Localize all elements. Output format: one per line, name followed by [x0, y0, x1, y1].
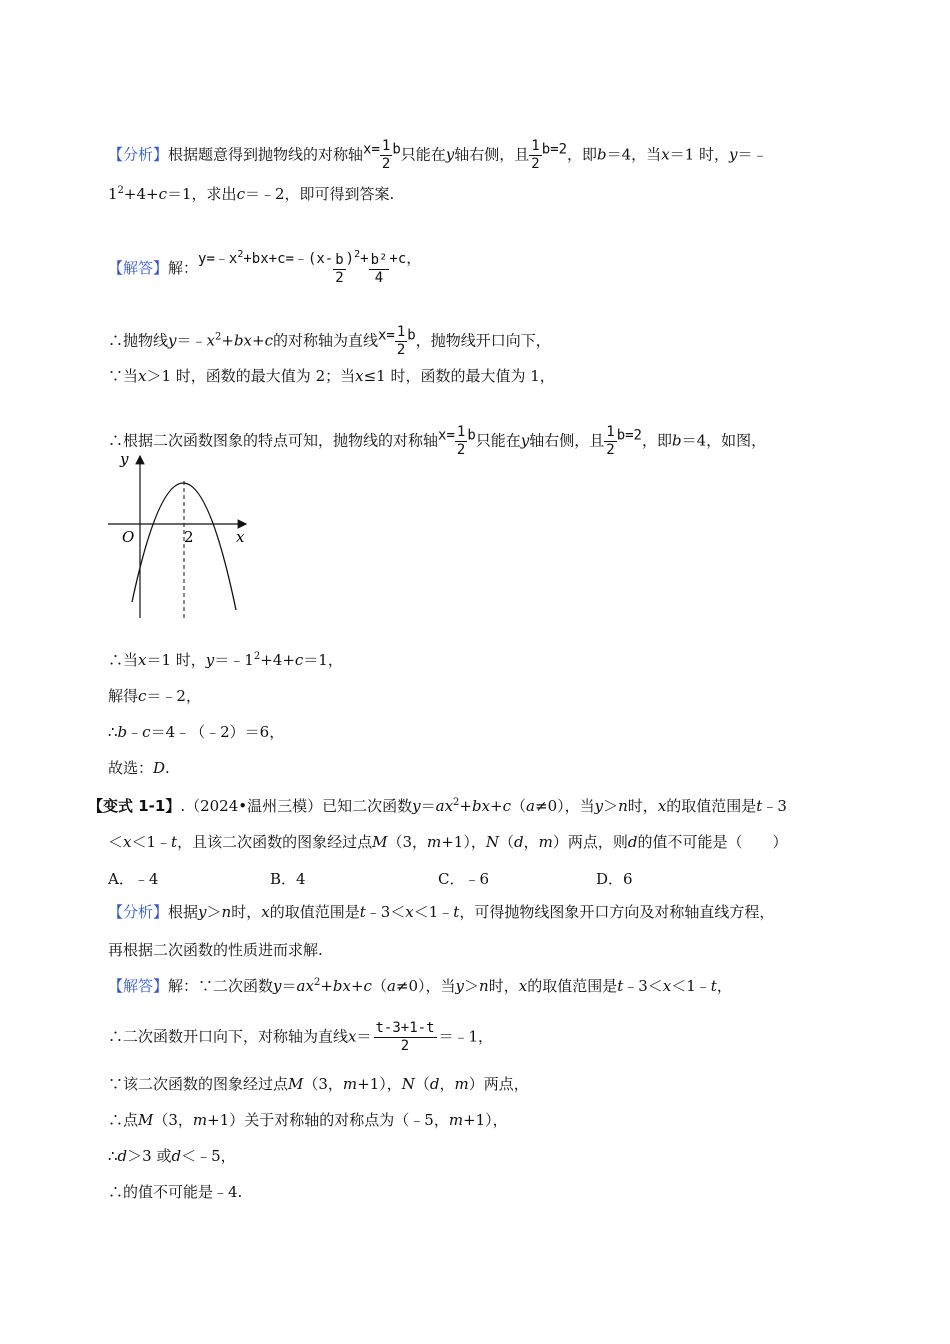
origin-label: O	[122, 528, 135, 546]
solution-tag: 【解答】	[108, 259, 169, 277]
fraction: $\frac{b}{2}$	[335, 251, 344, 286]
fraction: $\frac{1}{2}$	[456, 424, 466, 458]
line-7: 解得c＝﹣2，	[108, 687, 201, 705]
fraction: $\frac{\text{b²}}{4}$	[370, 251, 388, 286]
solution2-line-1: 【解答】解：∵二次函数$y=ax^2+bx+c(a\ne 0)$，当y＞n时，x的取值范围是t﹣3＜x＜1﹣t，	[108, 977, 732, 995]
analysis-line-1: 【分析】根据题意得到抛物线的对称轴x= $\frac{1}{2}$ b只能在y轴右侧，且 $\frac{1}{2}$ b=2，即b＝4，当x＝1 时，y＝﹣	[108, 138, 768, 172]
y-axis-label: y	[120, 452, 129, 468]
line-9: 故选：D.	[108, 759, 170, 777]
question-line-1: 【变式 1-1】.（2024•温州三模）已知二次函数$y=ax^2+bx+c(a\ne 0)$，当y＞n时，x的取值范围是t﹣3	[88, 797, 787, 815]
option-c[interactable]: C．﹣6	[438, 870, 490, 888]
fraction: $\frac{1}{2}$	[381, 138, 391, 172]
solution2-line-3: ∵该二次函数的图象经过点M（3，m+1），N（d，m）两点，	[108, 1075, 529, 1093]
solution2-line-4: ∴点M（3，m+1）关于对称轴的对称点为（﹣5，m+1），	[108, 1111, 508, 1129]
fraction: $\frac{t-3+1-t}{2}$	[375, 1020, 435, 1054]
solution2-line-5: ∴d＞3 或d＜﹣5，	[108, 1147, 236, 1165]
solution-line-1: 【解答】解：$y=﹣x^2+bx+c=﹣(x-$ $\frac{b}{2}$ )$^2$+ $\frac{\text{b²}}{4}$ +c，	[108, 249, 422, 286]
fraction: $\frac{1}{2}$	[531, 138, 540, 172]
line-4: ∵当x＞1 时，函数的最大值为 2；当x≤1 时，函数的最大值为 1，	[108, 367, 555, 385]
analysis-tag: 【分析】	[108, 145, 169, 164]
option-b[interactable]: B．4	[270, 870, 306, 888]
line-5: ∴根据二次函数图象的特点可知，抛物线的对称轴x= $\frac{1}{2}$ b只能在y轴右侧，且 $\frac{1}{2}$ b=2，即b＝4，如图，	[108, 424, 767, 458]
variant-tag: 【变式 1-1】	[88, 797, 181, 815]
x-axis-label: x	[236, 528, 245, 546]
fraction: $\frac{1}{2}$	[396, 324, 406, 358]
line-3: ∴抛物线$y=﹣x^2+bx+c$的对称轴为直线x= $\frac{1}{2}$ b，抛物线开口向下，	[108, 324, 551, 358]
analysis-line-2: $1^2+4+c=1$，求出c＝﹣2，即可得到答案.	[108, 185, 395, 203]
tick-label: 2	[184, 528, 194, 546]
fraction: $\frac{1}{2}$	[606, 424, 615, 458]
solution2-line-2: ∴二次函数开口向下，对称轴为直线x＝ $\frac{t-3+1-t}{2}$ ＝﹣1，	[108, 1020, 494, 1054]
option-a[interactable]: A．﹣4	[108, 870, 159, 888]
option-d[interactable]: D．6	[596, 870, 633, 888]
line-8: ∴b﹣c＝4﹣（﹣2）＝6，	[108, 723, 285, 741]
question-line-2: ＜x＜1﹣t，且该二次函数的图象经过点M（3，m+1），N（d，m）两点，则d的值不可能是（ ）	[108, 833, 788, 851]
analysis2-line-1: 【分析】根据y＞n时，x的取值范围是t﹣3＜x＜1﹣t，可得抛物线图象开口方向及对称轴直线方程，	[108, 903, 775, 921]
line-6: ∴当x＝1 时，$y=﹣1^2+4+c=1$，	[108, 651, 343, 669]
solution2-line-6: ∴的值不可能是﹣4.	[108, 1183, 243, 1201]
parabola-graph	[104, 452, 254, 622]
analysis2-line-2: 再根据二次函数的性质进而求解.	[108, 941, 323, 959]
